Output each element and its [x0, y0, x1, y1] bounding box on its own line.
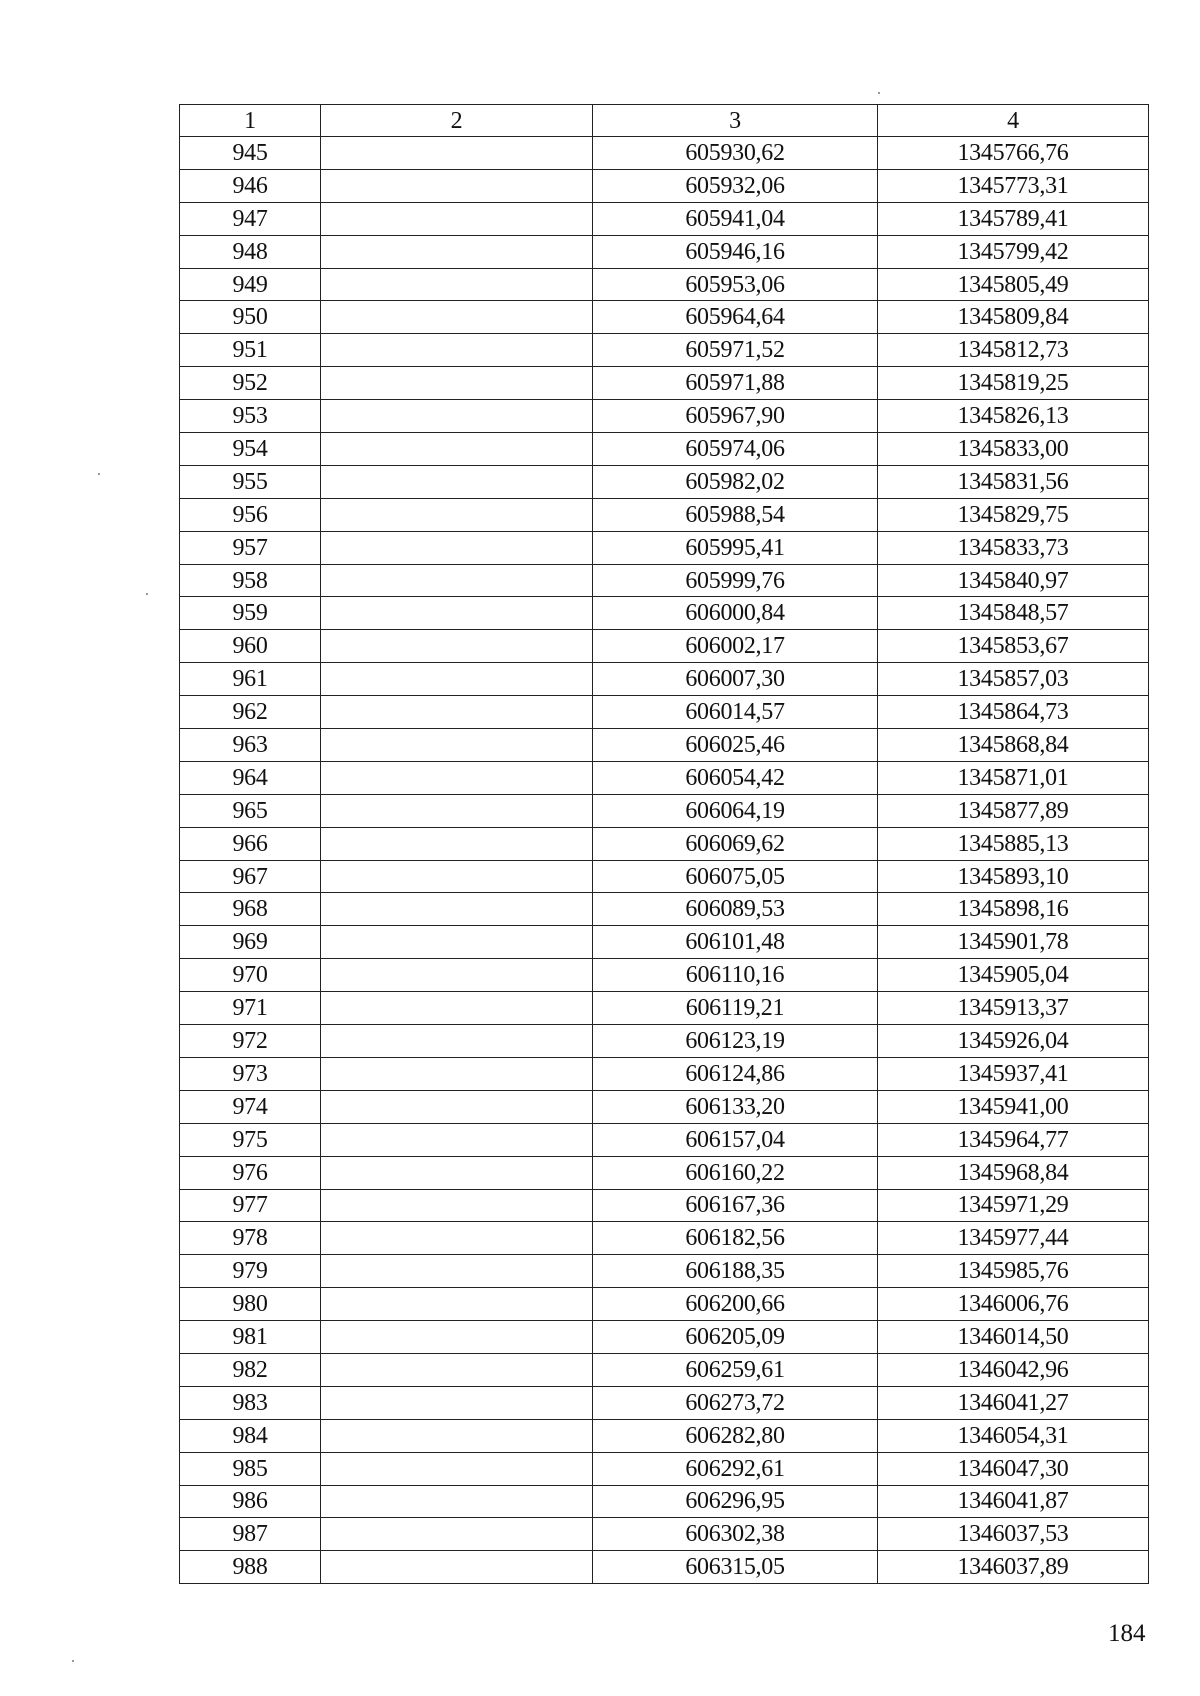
table-cell-col-2 — [321, 926, 593, 959]
table-cell-col-2 — [321, 1518, 593, 1551]
table-cell-col-4: 1346006,76 — [878, 1288, 1149, 1321]
table-cell-col-3: 606002,17 — [593, 630, 878, 663]
table-cell-col-3: 606167,36 — [593, 1189, 878, 1222]
table-cell-col-4: 1345840,97 — [878, 564, 1149, 597]
table-cell-col-4: 1345926,04 — [878, 1025, 1149, 1058]
table-cell-col-4: 1345877,89 — [878, 794, 1149, 827]
table-row — [180, 663, 1149, 696]
table-cell-col-4: 1345985,76 — [878, 1255, 1149, 1288]
table-row — [180, 1485, 1149, 1518]
column-header-4: 4 — [878, 105, 1149, 137]
table-row — [180, 992, 1149, 1025]
table-cell-col-2 — [321, 465, 593, 498]
table-cell-col-3: 606119,21 — [593, 992, 878, 1025]
table-cell-col-4: 1345971,29 — [878, 1189, 1149, 1222]
table-cell-col-3: 606123,19 — [593, 1025, 878, 1058]
table-cell-col-3: 606075,05 — [593, 860, 878, 893]
table-cell-col-4: 1346042,96 — [878, 1353, 1149, 1386]
table-cell-col-4: 1345864,73 — [878, 696, 1149, 729]
table-cell-col-2 — [321, 1551, 593, 1584]
table-row — [180, 235, 1149, 268]
table-cell-col-2 — [321, 761, 593, 794]
scan-speck — [146, 593, 148, 595]
table-cell-col-2 — [321, 663, 593, 696]
table-cell-col-3: 605999,76 — [593, 564, 878, 597]
table-cell-col-1: 984 — [180, 1419, 321, 1452]
table-cell-col-3: 606302,38 — [593, 1518, 878, 1551]
table-cell-col-1: 961 — [180, 663, 321, 696]
table-cell-col-1: 975 — [180, 1123, 321, 1156]
table-cell-col-3: 605971,88 — [593, 367, 878, 400]
table-cell-col-3: 605930,62 — [593, 137, 878, 170]
table-cell-col-3: 605946,16 — [593, 235, 878, 268]
table-row — [180, 1518, 1149, 1551]
table-cell-col-2 — [321, 1452, 593, 1485]
table-cell-col-3: 606315,05 — [593, 1551, 878, 1584]
table-cell-col-2 — [321, 367, 593, 400]
table-row — [180, 761, 1149, 794]
table-cell-col-1: 983 — [180, 1386, 321, 1419]
table-cell-col-2 — [321, 630, 593, 663]
table-cell-col-1: 954 — [180, 433, 321, 466]
column-header-1: 1 — [180, 105, 321, 137]
table-cell-col-2 — [321, 959, 593, 992]
table-cell-col-2 — [321, 1419, 593, 1452]
table-cell-col-4: 1345789,41 — [878, 202, 1149, 235]
table-cell-col-2 — [321, 1485, 593, 1518]
table-cell-col-4: 1345833,00 — [878, 433, 1149, 466]
table-row — [180, 202, 1149, 235]
coordinates-table — [179, 104, 1149, 1584]
table-cell-col-1: 958 — [180, 564, 321, 597]
table-row — [180, 696, 1149, 729]
table-cell-col-4: 1345937,41 — [878, 1057, 1149, 1090]
table-cell-col-3: 606089,53 — [593, 893, 878, 926]
table-cell-col-2 — [321, 696, 593, 729]
table-cell-col-4: 1345905,04 — [878, 959, 1149, 992]
table-cell-col-1: 988 — [180, 1551, 321, 1584]
table-cell-col-4: 1346037,89 — [878, 1551, 1149, 1584]
table-row — [180, 959, 1149, 992]
table-row — [180, 729, 1149, 762]
table-cell-col-4: 1345898,16 — [878, 893, 1149, 926]
column-header-3: 3 — [593, 105, 878, 137]
table-cell-col-2 — [321, 1288, 593, 1321]
table-cell-col-3: 606025,46 — [593, 729, 878, 762]
table-cell-col-2 — [321, 597, 593, 630]
table-cell-col-1: 979 — [180, 1255, 321, 1288]
table-row — [180, 1551, 1149, 1584]
table-cell-col-1: 945 — [180, 137, 321, 170]
table-cell-col-1: 963 — [180, 729, 321, 762]
table-row — [180, 1419, 1149, 1452]
table-row — [180, 137, 1149, 170]
table-cell-col-4: 1345853,67 — [878, 630, 1149, 663]
table-cell-col-2 — [321, 1123, 593, 1156]
table-cell-col-1: 970 — [180, 959, 321, 992]
table-row — [180, 498, 1149, 531]
table-cell-col-4: 1346047,30 — [878, 1452, 1149, 1485]
table-cell-col-2 — [321, 301, 593, 334]
table-cell-col-2 — [321, 433, 593, 466]
table-cell-col-2 — [321, 893, 593, 926]
table-row — [180, 1057, 1149, 1090]
column-header-2: 2 — [321, 105, 593, 137]
table-cell-col-2 — [321, 794, 593, 827]
table-row — [180, 1288, 1149, 1321]
table-cell-col-4: 1346037,53 — [878, 1518, 1149, 1551]
table-cell-col-3: 606157,04 — [593, 1123, 878, 1156]
table-cell-col-4: 1345901,78 — [878, 926, 1149, 959]
table-cell-col-3: 606110,16 — [593, 959, 878, 992]
table-row — [180, 1386, 1149, 1419]
table-cell-col-2 — [321, 137, 593, 170]
table-cell-col-2 — [321, 531, 593, 564]
table-cell-col-2 — [321, 1057, 593, 1090]
table-cell-col-1: 951 — [180, 334, 321, 367]
table-cell-col-4: 1345805,49 — [878, 268, 1149, 301]
table-cell-col-3: 605964,64 — [593, 301, 878, 334]
table-row — [180, 1123, 1149, 1156]
table-cell-col-3: 606292,61 — [593, 1452, 878, 1485]
table-cell-col-4: 1345964,77 — [878, 1123, 1149, 1156]
table-row — [180, 794, 1149, 827]
table-row — [180, 268, 1149, 301]
table-cell-col-4: 1345773,31 — [878, 169, 1149, 202]
table-cell-col-3: 606205,09 — [593, 1321, 878, 1354]
table-cell-col-2 — [321, 1156, 593, 1189]
table-cell-col-4: 1345819,25 — [878, 367, 1149, 400]
table-cell-col-1: 981 — [180, 1321, 321, 1354]
table-cell-col-3: 605974,06 — [593, 433, 878, 466]
table-cell-col-3: 606259,61 — [593, 1353, 878, 1386]
table-cell-col-3: 606054,42 — [593, 761, 878, 794]
table-cell-col-3: 606188,35 — [593, 1255, 878, 1288]
table-cell-col-2 — [321, 992, 593, 1025]
table-row — [180, 301, 1149, 334]
table-cell-col-4: 1345826,13 — [878, 400, 1149, 433]
table-row — [180, 630, 1149, 663]
table-cell-col-1: 974 — [180, 1090, 321, 1123]
table-cell-col-3: 606182,56 — [593, 1222, 878, 1255]
table-cell-col-4: 1345799,42 — [878, 235, 1149, 268]
table-cell-col-2 — [321, 202, 593, 235]
table-row — [180, 367, 1149, 400]
table-cell-col-1: 966 — [180, 827, 321, 860]
table-cell-col-4: 1345893,10 — [878, 860, 1149, 893]
table-cell-col-4: 1345833,73 — [878, 531, 1149, 564]
table-cell-col-1: 973 — [180, 1057, 321, 1090]
table-cell-col-1: 985 — [180, 1452, 321, 1485]
table-cell-col-4: 1345831,56 — [878, 465, 1149, 498]
table-cell-col-2 — [321, 268, 593, 301]
table-cell-col-1: 953 — [180, 400, 321, 433]
table-row — [180, 1255, 1149, 1288]
table-cell-col-4: 1346041,87 — [878, 1485, 1149, 1518]
table-row — [180, 1222, 1149, 1255]
table-cell-col-4: 1345809,84 — [878, 301, 1149, 334]
table-cell-col-1: 959 — [180, 597, 321, 630]
table-row — [180, 564, 1149, 597]
table-cell-col-3: 606160,22 — [593, 1156, 878, 1189]
table-row — [180, 1156, 1149, 1189]
table-cell-col-4: 1345868,84 — [878, 729, 1149, 762]
table-cell-col-1: 987 — [180, 1518, 321, 1551]
table-cell-col-1: 982 — [180, 1353, 321, 1386]
scan-speck — [72, 1660, 74, 1662]
table-cell-col-4: 1345977,44 — [878, 1222, 1149, 1255]
table-cell-col-1: 948 — [180, 235, 321, 268]
table-row — [180, 597, 1149, 630]
table-cell-col-4: 1345941,00 — [878, 1090, 1149, 1123]
table-cell-col-1: 986 — [180, 1485, 321, 1518]
table-cell-col-1: 980 — [180, 1288, 321, 1321]
table-cell-col-3: 606200,66 — [593, 1288, 878, 1321]
table-cell-col-1: 962 — [180, 696, 321, 729]
table-cell-col-4: 1346054,31 — [878, 1419, 1149, 1452]
table-cell-col-3: 605932,06 — [593, 169, 878, 202]
table-body — [180, 137, 1149, 1584]
table-cell-col-3: 605941,04 — [593, 202, 878, 235]
table-row — [180, 1452, 1149, 1485]
table-cell-col-4: 1345848,57 — [878, 597, 1149, 630]
table-cell-col-1: 950 — [180, 301, 321, 334]
table-cell-col-2 — [321, 1222, 593, 1255]
table-cell-col-1: 956 — [180, 498, 321, 531]
table-cell-col-3: 606064,19 — [593, 794, 878, 827]
table-row — [180, 531, 1149, 564]
table-cell-col-4: 1345913,37 — [878, 992, 1149, 1025]
table-cell-col-4: 1345857,03 — [878, 663, 1149, 696]
table-cell-col-2 — [321, 860, 593, 893]
table-cell-col-1: 949 — [180, 268, 321, 301]
table-cell-col-4: 1345812,73 — [878, 334, 1149, 367]
table-row — [180, 1189, 1149, 1222]
table-row — [180, 1090, 1149, 1123]
table-cell-col-3: 606133,20 — [593, 1090, 878, 1123]
table-cell-col-1: 955 — [180, 465, 321, 498]
table-cell-col-3: 606069,62 — [593, 827, 878, 860]
table-cell-col-4: 1345766,76 — [878, 137, 1149, 170]
table-row — [180, 926, 1149, 959]
table-row — [180, 1025, 1149, 1058]
table-cell-col-3: 606282,80 — [593, 1419, 878, 1452]
table-cell-col-1: 976 — [180, 1156, 321, 1189]
table-cell-col-3: 605953,06 — [593, 268, 878, 301]
table-row — [180, 433, 1149, 466]
table-cell-col-2 — [321, 498, 593, 531]
table-cell-col-2 — [321, 827, 593, 860]
table-cell-col-3: 605988,54 — [593, 498, 878, 531]
table-cell-col-3: 606124,86 — [593, 1057, 878, 1090]
table-cell-col-2 — [321, 1353, 593, 1386]
table-cell-col-1: 978 — [180, 1222, 321, 1255]
table-cell-col-4: 1345968,84 — [878, 1156, 1149, 1189]
table-cell-col-1: 946 — [180, 169, 321, 202]
table-row — [180, 465, 1149, 498]
table-cell-col-1: 967 — [180, 860, 321, 893]
table-cell-col-1: 964 — [180, 761, 321, 794]
table-row — [180, 860, 1149, 893]
table-cell-col-1: 952 — [180, 367, 321, 400]
table-cell-col-1: 968 — [180, 893, 321, 926]
table-cell-col-1: 969 — [180, 926, 321, 959]
table-row — [180, 1353, 1149, 1386]
table-row — [180, 893, 1149, 926]
table-cell-col-3: 605995,41 — [593, 531, 878, 564]
table-cell-col-1: 947 — [180, 202, 321, 235]
table-row — [180, 827, 1149, 860]
table-cell-col-2 — [321, 334, 593, 367]
table-cell-col-3: 605971,52 — [593, 334, 878, 367]
table-cell-col-2 — [321, 729, 593, 762]
table-cell-col-2 — [321, 169, 593, 202]
table-cell-col-1: 957 — [180, 531, 321, 564]
table-cell-col-2 — [321, 1189, 593, 1222]
table-cell-col-2 — [321, 1321, 593, 1354]
table-cell-col-3: 606014,57 — [593, 696, 878, 729]
table-cell-col-2 — [321, 564, 593, 597]
scan-speck — [878, 92, 880, 94]
table-header-row — [180, 105, 1149, 137]
table-row — [180, 169, 1149, 202]
table-row — [180, 1321, 1149, 1354]
table-cell-col-4: 1346014,50 — [878, 1321, 1149, 1354]
table-cell-col-4: 1345871,01 — [878, 761, 1149, 794]
page-number: 184 — [1108, 1620, 1146, 1647]
table-cell-col-1: 971 — [180, 992, 321, 1025]
table-cell-col-3: 606007,30 — [593, 663, 878, 696]
table-cell-col-4: 1346041,27 — [878, 1386, 1149, 1419]
table-cell-col-2 — [321, 235, 593, 268]
table-row — [180, 400, 1149, 433]
table-cell-col-1: 965 — [180, 794, 321, 827]
table-cell-col-1: 960 — [180, 630, 321, 663]
table-cell-col-2 — [321, 1255, 593, 1288]
table-cell-col-3: 606296,95 — [593, 1485, 878, 1518]
table-cell-col-1: 972 — [180, 1025, 321, 1058]
table-cell-col-3: 606000,84 — [593, 597, 878, 630]
table-cell-col-2 — [321, 400, 593, 433]
scan-speck — [98, 473, 100, 475]
table-cell-col-3: 605967,90 — [593, 400, 878, 433]
table-row — [180, 334, 1149, 367]
table-cell-col-3: 606273,72 — [593, 1386, 878, 1419]
table-cell-col-2 — [321, 1090, 593, 1123]
table-cell-col-4: 1345829,75 — [878, 498, 1149, 531]
table-cell-col-3: 605982,02 — [593, 465, 878, 498]
table-cell-col-4: 1345885,13 — [878, 827, 1149, 860]
table-cell-col-1: 977 — [180, 1189, 321, 1222]
table-cell-col-2 — [321, 1025, 593, 1058]
table-cell-col-3: 606101,48 — [593, 926, 878, 959]
table-cell-col-2 — [321, 1386, 593, 1419]
